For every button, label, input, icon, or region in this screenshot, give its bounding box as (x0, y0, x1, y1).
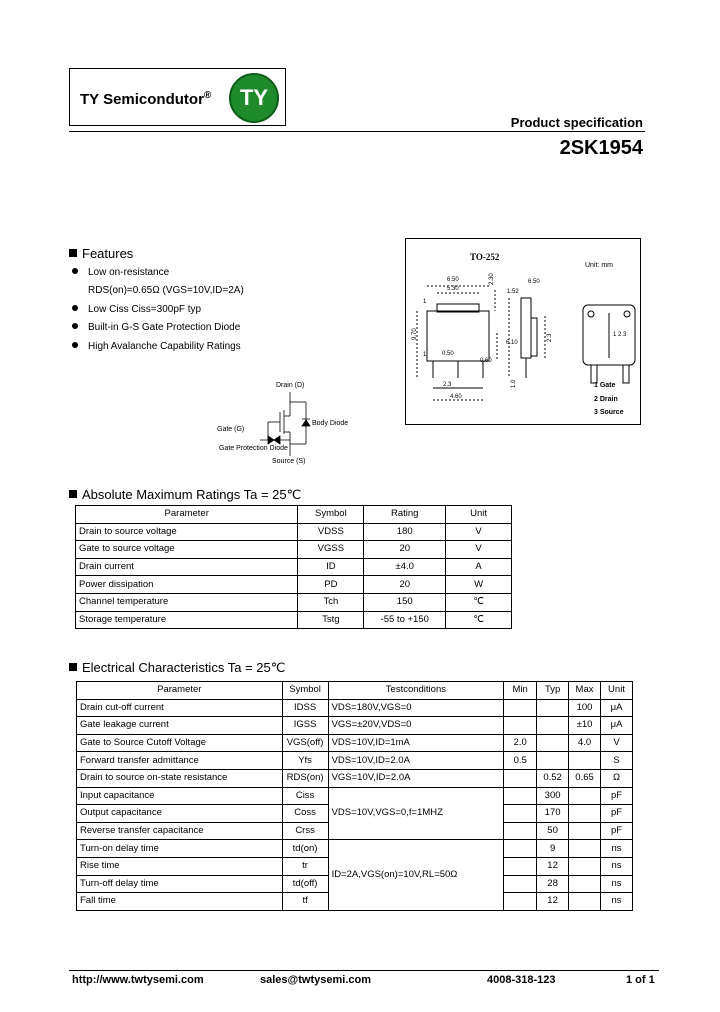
table-row (77, 734, 633, 752)
svg-text:0.50: 0.50 (442, 351, 454, 357)
table-cell (537, 752, 569, 770)
table-cell: Reverse transfer capacitance (77, 822, 283, 840)
table-cell: -55 to +150 (364, 611, 446, 629)
table-cell: VGS=±20V,VDS=0 (328, 717, 504, 735)
table-cell: 4.0 (569, 734, 601, 752)
pin-label: 2 Drain (594, 396, 618, 403)
table-cell: 0.5 (504, 752, 537, 770)
header-divider (69, 131, 645, 132)
table-cell (504, 699, 537, 717)
table-cell: Fall time (77, 893, 283, 911)
table-cell: IDSS (282, 699, 328, 717)
table-cell: 180 (364, 523, 446, 541)
table-cell: 9 (537, 840, 569, 858)
source-label: Source (S) (272, 458, 306, 465)
table-cell (504, 717, 537, 735)
table-cell (504, 893, 537, 911)
gate-label: Gate (G) (217, 426, 245, 433)
table-cell (537, 717, 569, 735)
table-cell: td(on) (282, 840, 328, 858)
table-cell (569, 893, 601, 911)
column-header: Rating (364, 506, 446, 524)
column-header: Parameter (77, 682, 283, 700)
table-row (77, 787, 633, 805)
table-cell: ±10 (569, 717, 601, 735)
table-cell: Drain to source voltage (76, 523, 298, 541)
table-cell: Ω (601, 769, 633, 787)
table-cell: VGSS (298, 541, 364, 559)
table-cell: Gate to source voltage (76, 541, 298, 559)
table-cell (504, 857, 537, 875)
table-cell (569, 787, 601, 805)
table-cell: Power dissipation (76, 576, 298, 594)
svg-text:2.30: 2.30 (489, 273, 495, 285)
table-cell: pF (601, 822, 633, 840)
table-cell (537, 734, 569, 752)
svg-text:1.0: 1.0 (511, 379, 517, 388)
table-cell: td(off) (282, 875, 328, 893)
svg-text:2.3: 2.3 (547, 333, 553, 342)
table-cell: VGS(off) (282, 734, 328, 752)
company-logo: TY (229, 73, 279, 123)
package-name: TO-252 (470, 252, 500, 262)
table-cell: 12 (537, 857, 569, 875)
table-cell: ℃ (446, 611, 512, 629)
table-cell: Tstg (298, 611, 364, 629)
feature-item: Low on-resistance (72, 267, 169, 278)
svg-text:9.70: 9.70 (412, 328, 418, 340)
table-cell (569, 857, 601, 875)
table-cell: V (601, 734, 633, 752)
table-cell: 50 (537, 822, 569, 840)
table-row (76, 541, 512, 559)
table-row (76, 523, 512, 541)
table-cell: pF (601, 805, 633, 823)
table-cell: ns (601, 857, 633, 875)
table-cell: pF (601, 787, 633, 805)
table-cell: RDS(on) (282, 769, 328, 787)
table-cell: Ciss (282, 787, 328, 805)
table-cell: Forward transfer admittance (77, 752, 283, 770)
table-cell (504, 875, 537, 893)
table-row (76, 593, 512, 611)
table-cell: Coss (282, 805, 328, 823)
table-cell: Turn-off delay time (77, 875, 283, 893)
svg-text:1: 1 (423, 299, 427, 305)
table-cell: Crss (282, 822, 328, 840)
table-row (76, 576, 512, 594)
table-row (77, 717, 633, 735)
table-cell: VDS=10V,ID=1mA (328, 734, 504, 752)
table-cell: ℃ (446, 593, 512, 611)
table-cell: 2.0 (504, 734, 537, 752)
table-cell (569, 875, 601, 893)
table-header-row (76, 506, 512, 524)
table-cell: 150 (364, 593, 446, 611)
table-cell: 170 (537, 805, 569, 823)
page-number: 1 of 1 (626, 974, 655, 986)
abs-max-table (75, 505, 512, 629)
table-cell (504, 822, 537, 840)
column-header: Max (569, 682, 601, 700)
elec-table (76, 681, 633, 911)
column-header: Min (504, 682, 537, 700)
table-cell: Output capacitance (77, 805, 283, 823)
table-row (76, 611, 512, 629)
table-cell: V (446, 523, 512, 541)
table-cell: Drain current (76, 558, 298, 576)
table-cell: VDS=10V,ID=2.0A (328, 752, 504, 770)
column-header: Unit (446, 506, 512, 524)
svg-text:0.60: 0.60 (480, 358, 492, 364)
table-cell: Rise time (77, 857, 283, 875)
table-cell: V (446, 541, 512, 559)
table-cell (504, 840, 537, 858)
features-title: Features (69, 246, 133, 261)
table-row (77, 699, 633, 717)
table-row (76, 558, 512, 576)
body-diode-label: Body Diode (312, 420, 349, 427)
table-cell (537, 699, 569, 717)
svg-text:2.3: 2.3 (443, 382, 452, 388)
table-cell (504, 769, 537, 787)
footer-divider (69, 970, 659, 971)
table-cell: ID=2A,VGS(on)=10V,RL=50Ω (328, 840, 504, 910)
svg-text:4.60: 4.60 (450, 394, 462, 400)
column-header: Symbol (298, 506, 364, 524)
table-cell: ns (601, 840, 633, 858)
gate-diode-label: Gate Protection Diode (219, 445, 288, 452)
table-cell: Turn-on delay time (77, 840, 283, 858)
table-cell: Channel temperature (76, 593, 298, 611)
table-row (77, 840, 633, 858)
table-cell (569, 805, 601, 823)
svg-text:1 2 3: 1 2 3 (613, 332, 627, 338)
doc-type: Product specification (510, 115, 643, 130)
table-cell: ns (601, 893, 633, 911)
pin-label: 1 Gate (594, 382, 616, 389)
table-cell: 0.52 (537, 769, 569, 787)
table-cell: 300 (537, 787, 569, 805)
table-cell: VGS=10V,ID=2.0A (328, 769, 504, 787)
table-cell: W (446, 576, 512, 594)
table-cell: VDS=10V,VGS=0,f=1MHZ (328, 787, 504, 840)
column-header: Parameter (76, 506, 298, 524)
svg-text:1.52: 1.52 (507, 289, 519, 295)
table-cell: ns (601, 875, 633, 893)
column-header: Symbol (282, 682, 328, 700)
website-link[interactable]: http://www.twtysemi.com (72, 974, 204, 986)
abs-max-title: Absolute Maximum Ratings Ta = 25℃ (69, 487, 301, 503)
table-cell: ID (298, 558, 364, 576)
table-cell: Tch (298, 593, 364, 611)
table-cell: Gate to Source Cutoff Voltage (77, 734, 283, 752)
phone-number: 4008-318-123 (487, 974, 556, 986)
table-cell: μA (601, 717, 633, 735)
email-link[interactable]: sales@twtysemi.com (260, 974, 371, 986)
table-cell: S (601, 752, 633, 770)
feature-item: Built-in G-S Gate Protection Diode (72, 322, 240, 333)
table-cell: Drain cut-off current (77, 699, 283, 717)
table-cell: 12 (537, 893, 569, 911)
svg-text:5.30: 5.30 (447, 286, 459, 292)
table-row (77, 769, 633, 787)
table-cell: tf (282, 893, 328, 911)
unit-label: Unit: mm (585, 262, 613, 269)
svg-text:6.50: 6.50 (528, 279, 540, 285)
feature-item: Low Ciss Ciss=300pF typ (72, 304, 201, 315)
table-cell: A (446, 558, 512, 576)
table-cell: 20 (364, 541, 446, 559)
svg-text:6.10: 6.10 (506, 340, 518, 346)
part-number: 2SK1954 (559, 137, 643, 159)
table-cell: VDS=180V,VGS=0 (328, 699, 504, 717)
table-cell: Yfs (282, 752, 328, 770)
drain-label: Drain (D) (276, 382, 305, 389)
table-cell (504, 805, 537, 823)
table-header-row (77, 682, 633, 700)
pin-label: 3 Source (594, 409, 624, 416)
table-cell (504, 787, 537, 805)
table-cell: PD (298, 576, 364, 594)
company-name: TY Semicondutor® (80, 90, 212, 108)
table-row (77, 752, 633, 770)
feature-item: RDS(on)=0.65Ω (VGS=10V,ID=2A) (88, 285, 244, 296)
column-header: Testconditions (328, 682, 504, 700)
table-cell: VDSS (298, 523, 364, 541)
table-cell: μA (601, 699, 633, 717)
table-cell: ±4.0 (364, 558, 446, 576)
table-cell: Drain to source on-state resistance (77, 769, 283, 787)
table-cell: Input capacitance (77, 787, 283, 805)
table-cell: tr (282, 857, 328, 875)
svg-text:1: 1 (423, 352, 427, 358)
table-cell: 20 (364, 576, 446, 594)
table-cell: 28 (537, 875, 569, 893)
column-header: Unit (601, 682, 633, 700)
table-cell (569, 840, 601, 858)
column-header: Typ (537, 682, 569, 700)
table-cell (569, 752, 601, 770)
table-cell: Storage temperature (76, 611, 298, 629)
elec-title: Electrical Characteristics Ta = 25℃ (69, 660, 285, 676)
table-cell: 0.65 (569, 769, 601, 787)
table-cell: Gate leakage current (77, 717, 283, 735)
table-cell (569, 822, 601, 840)
feature-item: High Avalanche Capability Ratings (72, 341, 241, 352)
table-cell: 100 (569, 699, 601, 717)
table-cell: IGSS (282, 717, 328, 735)
svg-text:6.50: 6.50 (447, 277, 459, 283)
